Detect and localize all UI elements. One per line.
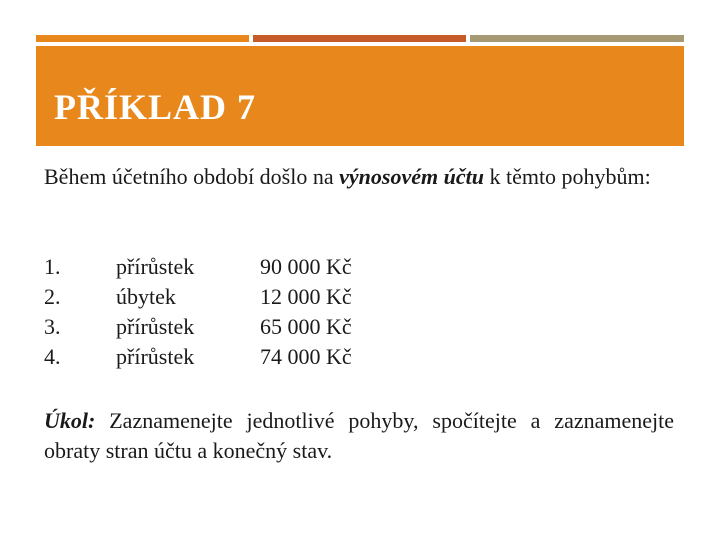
item-amount: 90 000 Kč: [260, 254, 352, 279]
intro-paragraph: [44, 160, 674, 194]
accent-strip-orange: [36, 35, 249, 42]
item-number: 4.: [44, 344, 61, 369]
task-text: Zaznamenejte jednotlivé pohyby, spočítejte a zaznamenejte obraty stran účtu a konečný stav.: [44, 408, 674, 463]
item-amount: 65 000 Kč: [260, 314, 352, 339]
item-number: 1.: [44, 254, 61, 279]
item-number: 2.: [44, 284, 61, 309]
item-type: přírůstek: [116, 344, 195, 369]
item-type: úbytek: [116, 284, 176, 309]
intro-text-after: k těmto pohybům:: [483, 164, 651, 189]
list-item: [44, 312, 444, 342]
decorative-top-strips: [36, 35, 684, 42]
title-band: [36, 46, 684, 146]
item-number: 3.: [44, 314, 61, 339]
movements-list: [44, 252, 444, 372]
slide-title: PŘÍKLAD 7: [54, 87, 257, 127]
intro-emphasis: výnosovém účtu: [339, 164, 484, 189]
task-paragraph: [44, 406, 674, 466]
accent-strip-khaki: [470, 35, 684, 42]
task-label: Úkol:: [44, 408, 96, 433]
accent-strip-rust: [253, 35, 466, 42]
intro-text-before: Během účetního období došlo na: [44, 164, 340, 189]
item-type: přírůstek: [116, 314, 195, 339]
list-item: [44, 342, 444, 372]
list-item: [44, 252, 444, 282]
item-type: přírůstek: [116, 254, 195, 279]
list-item: [44, 282, 444, 312]
item-amount: 74 000 Kč: [260, 344, 352, 369]
item-amount: 12 000 Kč: [260, 284, 352, 309]
